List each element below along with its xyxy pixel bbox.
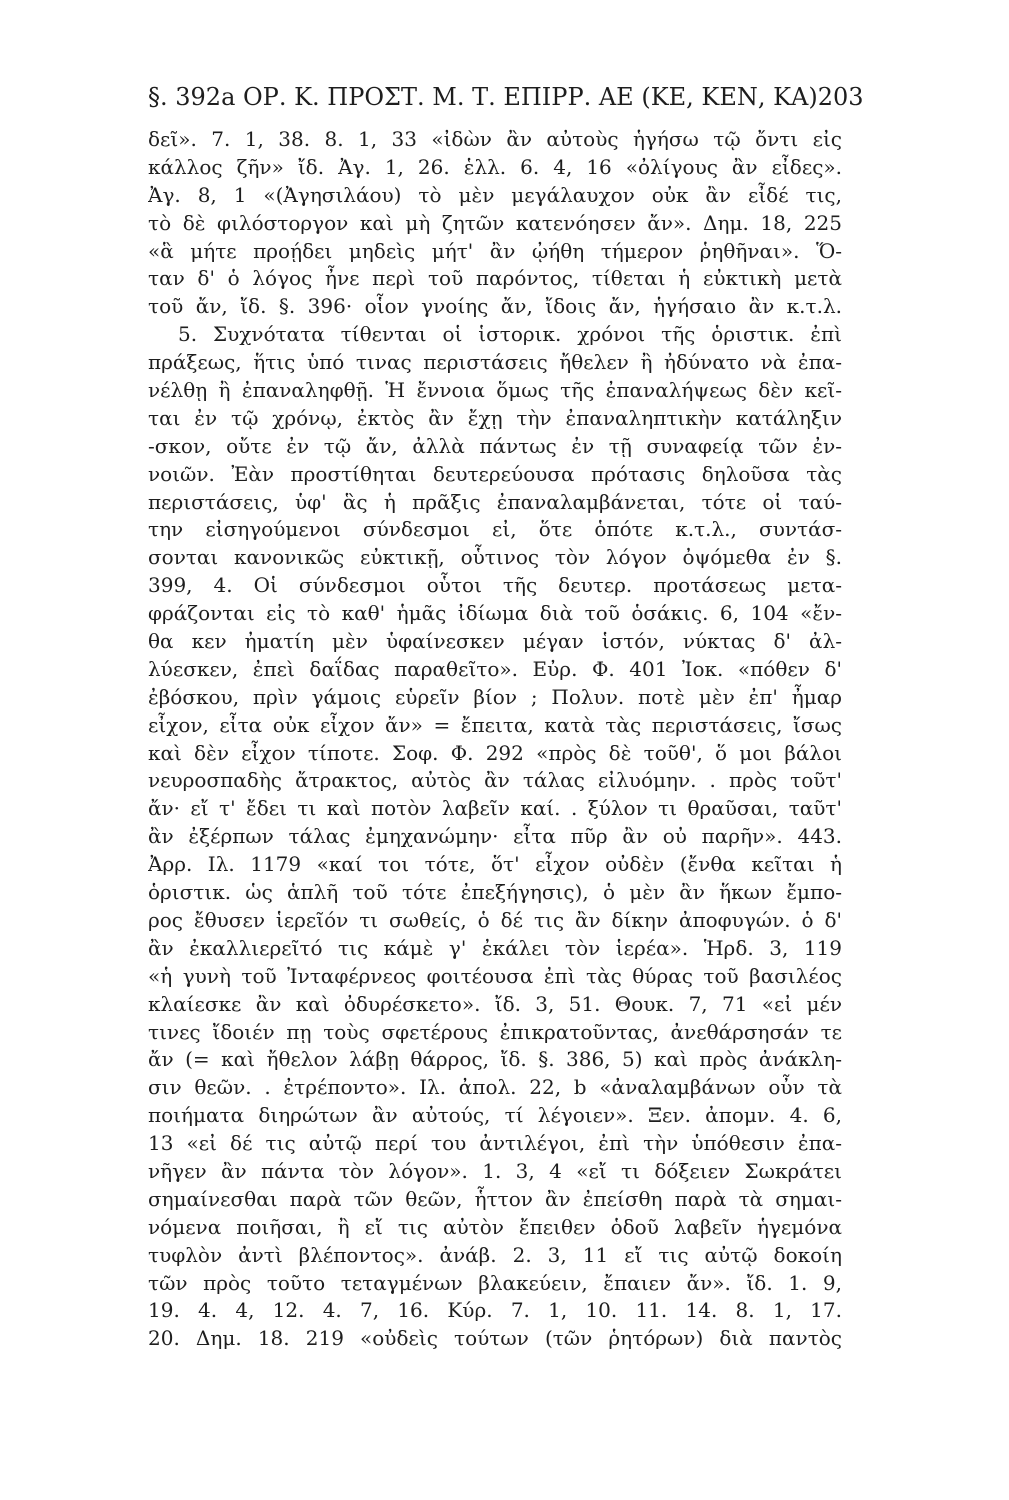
text-line: Ἀγ. 8, 1 «(Ἀγησιλάου) τὸ μὲν μεγάλαυχον οὐκ ἂν εἶδέ τις, — [148, 182, 842, 207]
text-line: εἶχον, εἶτα οὐκ εἶχον ἄν» = ἔπειτα, κατὰ τὰς περιστάσεις, ἴσως — [148, 712, 842, 737]
text-line: 13 «εἰ δέ τις αὐτῷ περί του ἀντιλέγοι, ἐπὶ τὴν ὑπόθεσιν ἐπα- — [148, 1131, 842, 1156]
text-line: 20. Δημ. 18. 219 «οὐδεὶς τούτων (τῶν ῥητόρων) διὰ παντὸς — [148, 1326, 842, 1351]
text-line: Ἀρρ. Ιλ. 1179 «καί τοι τότε, ὅτ' εἶχον οὐδὲν (ἔνθα κεῖται ἡ — [148, 852, 842, 877]
text-line: ἂν ἐκαλλιερεῖτό τις κάμὲ γ' ἐκάλει τὸν ἱερέα». Ἡρδ. 3, 119 — [148, 935, 842, 960]
page-number: 203 — [817, 83, 864, 111]
text-line: ὁριστικ. ὡς ἁπλῆ τοῦ τότε ἐπεξήγησις), ὁ μὲν ἂν ἥκων ἔμπο- — [148, 880, 842, 905]
text-line: περιστάσεις, ὑφ' ἃς ἡ πρᾶξις ἐπαναλαμβάνεται, τότε οἱ ταύ- — [148, 489, 842, 514]
text-line: «ἡ γυνὴ τοῦ Ἰνταφέρνεος φοιτέουσα ἐπὶ τὰς θύρας τοῦ βασιλέος — [148, 963, 842, 988]
section-heading: §. 392a ΟΡ. Κ. ΠΡΟΣΤ. Μ. Τ. ΕΠΙΡΡ. ΑΕ (ΚΕ, ΚΕΝ, ΚΑ) — [148, 83, 818, 111]
text-line: πράξεως, ἥτις ὑπό τινας περιστάσεις ἤθελεν ἢ ἠδύνατο νὰ ἐπα- — [148, 350, 842, 375]
text-line: σημαίνεσθαι παρὰ τῶν θεῶν, ἧττον ἂν ἐπείσθη παρὰ τὰ σημαι- — [148, 1186, 842, 1211]
text-line: σονται κανονικῶς εὐκτικῇ, οὗτινος τὸν λόγον ὀψόμεθα ἐν §. — [148, 545, 842, 570]
text-line: τὸ δὲ φιλόστοργον καὶ μὴ ζητῶν κατενόησεν ἄν». Δημ. 18, 225 — [148, 210, 842, 235]
text-line: κλαίεσκε ἂν καὶ ὀδυρέσκετο». ἴδ. 3, 51. Θουκ. 7, 71 «εἰ μέν — [148, 991, 842, 1016]
text-line: θα κεν ἠματίη μὲν ὑφαίνεσκεν μέγαν ἱστόν, νύκτας δ' ἀλ- — [148, 629, 842, 654]
running-header — [148, 82, 864, 112]
text-line: την εἰσηγούμενοι σύνδεσμοι εἰ, ὅτε ὁπότε κ.τ.λ., συντάσ- — [148, 517, 842, 542]
text-line: νευροσπαδὴς ἄτρακτος, αὐτὸς ἂν τάλας εἰλυόμην. . πρὸς τοῦτ' — [148, 768, 842, 793]
text-line: 399, 4. Οἱ σύνδεσμοι οὗτοι τῆς δευτερ. προτάσεως μετα- — [148, 573, 842, 598]
body-text — [148, 126, 842, 1353]
text-line: νέλθῃ ἢ ἐπαναληφθῇ. Ἡ ἔννοια ὅμως τῆς ἐπαναλήψεως δὲν κεῖ- — [148, 378, 842, 403]
text-line: τυφλὸν ἀντὶ βλέποντος». ἀνάβ. 2. 3, 11 εἴ τις αὐτῷ δοκοίη — [148, 1242, 842, 1267]
text-line: τινες ἴδοιέν πῃ τοὺς σφετέρους ἐπικρατοῦντας, ἀνεθάρσησάν τε — [148, 1019, 842, 1044]
text-line: λύεσκεν, ἐπεὶ δαΐδας παραθεῖτο». Εὐρ. Φ. 401 Ἰοκ. «πόθεν δ' — [148, 656, 842, 681]
text-line: ἐβόσκου, πρὶν γάμοις εὑρεῖν βίον ; Πολυν. ποτὲ μὲν ἐπ' ἦμαρ — [148, 684, 842, 709]
text-line: νοιῶν. Ἐὰν προστίθηται δευτερεύουσα πρότασις δηλοῦσα τὰς — [148, 461, 842, 486]
text-line: νῆγεν ἂν πάντα τὸν λόγον». 1. 3, 4 «εἴ τι δόξειεν Σωκράτει — [148, 1158, 842, 1183]
text-line: «ἃ μήτε προῄδει μηδεὶς μήτ' ἂν ᾠήθη τήμερον ῥηθῆναι». Ὅ- — [148, 238, 842, 263]
text-line: τοῦ ἄν, ἴδ. §. 396· οἷον γνοίης ἄν, ἴδοις ἄν, ἡγήσαιο ἂν κ.τ.λ. — [148, 294, 842, 319]
text-line: -σκον, οὔτε ἐν τῷ ἄν, ἀλλὰ πάντως ἐν τῇ συναφείᾳ τῶν ἐν- — [148, 433, 842, 458]
page — [148, 82, 864, 1353]
text-line: 19. 4. 4, 12. 4. 7, 16. Κύρ. 7. 1, 10. 11. 14. 8. 1, 17. — [148, 1298, 842, 1323]
text-line: καὶ δὲν εἶχον τίποτε. Σοφ. Φ. 292 «πρὸς δὲ τοῦθ', ὅ μοι βάλοι — [148, 740, 842, 765]
text-line: ποιήματα διηρώτων ἂν αὐτούς, τί λέγοιεν». Ξεν. ἀπομν. 4. 6, — [148, 1103, 842, 1128]
text-line: ταν δ' ὁ λόγος ἦνε περὶ τοῦ παρόντος, τίθεται ἡ εὐκτικὴ μετὰ — [148, 266, 842, 291]
text-line: φράζονται εἰς τὸ καθ' ἡμᾶς ἰδίωμα διὰ τοῦ ὁσάκις. 6, 104 «ἔν- — [148, 601, 842, 626]
text-line: σιν θεῶν. . ἐτρέποντο». Ιλ. ἀπολ. 22, b «ἀναλαμβάνων οὖν τὰ — [148, 1075, 842, 1100]
text-line: κάλλος ζῆν» ἴδ. Ἀγ. 1, 26. ἑλλ. 6. 4, 16 «ὀλίγους ἂν εἶδες». — [148, 154, 842, 179]
text-line: ἂν ἐξέρπων τάλας ἐμηχανώμην· εἶτα πῦρ ἂν οὐ παρῆν». 443. — [148, 824, 842, 849]
text-line: δεῖ». 7. 1, 38. 8. 1, 33 «ἰδὼν ἂν αὐτοὺς ἡγήσω τῷ ὄντι εἰς — [148, 127, 842, 151]
text-line: ἄν (= καὶ ἤθελον λάβῃ θάρρος, ἴδ. §. 386, 5) καὶ πρὸς ἀνάκλη- — [148, 1047, 842, 1072]
text-line: νόμενα ποιῆσαι, ἢ εἴ τις αὐτὸν ἔπειθεν ὁδοῦ λαβεῖν ἡγεμόνα — [148, 1214, 842, 1239]
paragraph-start-line: 5. Συχνότατα τίθενται οἱ ἱστορικ. χρόνοι τῆς ὁριστικ. ἐπὶ — [178, 322, 842, 347]
text-line: τῶν πρὸς τοῦτο τεταγμένων βλακεύειν, ἔπαιεν ἄν». ἴδ. 1. 9, — [148, 1270, 842, 1295]
text-line: ται ἐν τῷ χρόνῳ, ἐκτὸς ἂν ἔχῃ τὴν ἐπαναληπτικὴν κατάληξιν — [148, 405, 842, 430]
text-line: ρος ἔθυσεν ἱερεῖόν τι σωθείς, ὁ δέ τις ἂν δίκην ἀποφυγών. ὁ δ' — [148, 907, 842, 932]
text-line: ἄν· εἴ τ' ἔδει τι καὶ ποτὸν λαβεῖν καί. . ξύλον τι θραῦσαι, ταῦτ' — [148, 796, 842, 821]
